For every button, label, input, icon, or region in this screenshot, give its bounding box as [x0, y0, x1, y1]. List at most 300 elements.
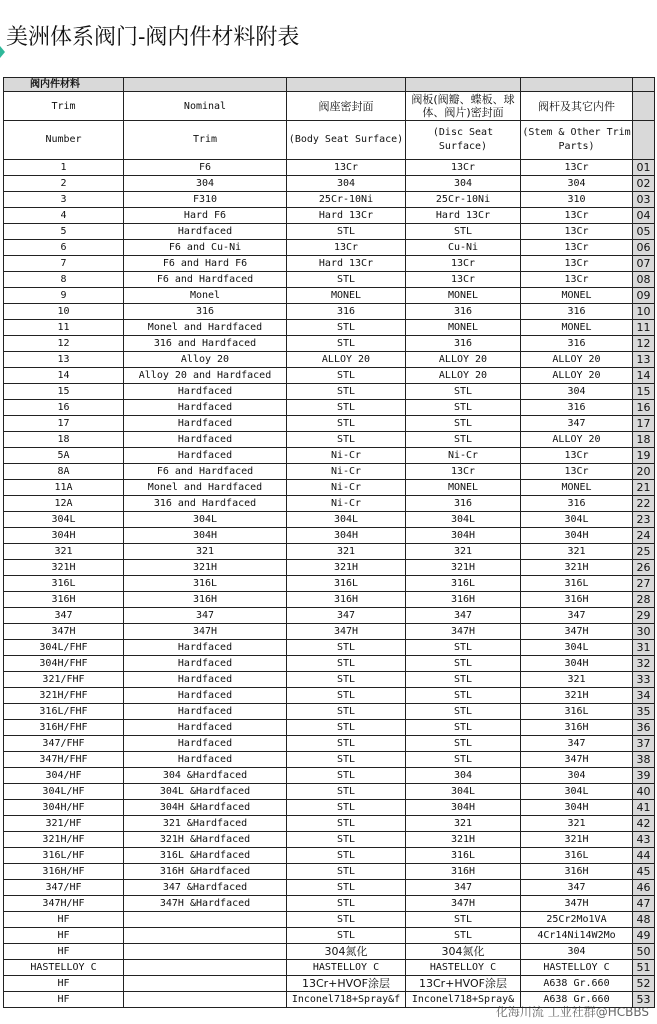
cell-stem-parts: 304 [521, 384, 633, 400]
cell-nominal-trim: Hardfaced [124, 688, 287, 704]
cell-disc-seat: 304L [406, 784, 521, 800]
cell-body-seat: 25Cr-10Ni [287, 192, 406, 208]
cell-disc-seat: 13Cr [406, 160, 521, 176]
cell-code: 16 [633, 400, 655, 416]
cell-disc-seat: STL [406, 400, 521, 416]
band-label: 阀内件材料 [4, 78, 124, 92]
cell-nominal-trim: 304H &Hardfaced [124, 800, 287, 816]
cell-body-seat: Ni-Cr [287, 480, 406, 496]
cell-trim-number: 12 [4, 336, 124, 352]
cell-disc-seat: 347 [406, 608, 521, 624]
cell-body-seat: STL [287, 816, 406, 832]
cell-trim-number: 14 [4, 368, 124, 384]
cell-stem-parts: 304L [521, 640, 633, 656]
cell-disc-seat: 304 [406, 176, 521, 192]
header-row-top [4, 92, 655, 121]
cell-code: 22 [633, 496, 655, 512]
cell-nominal-trim: Hardfaced [124, 448, 287, 464]
cell-trim-number: 304L [4, 512, 124, 528]
cell-body-seat: 321H [287, 560, 406, 576]
cell-trim-number: 347H/FHF [4, 752, 124, 768]
cell-body-seat: STL [287, 864, 406, 880]
cell-body-seat: 316H [287, 592, 406, 608]
cell-disc-seat: Inconel718+Spray& [406, 992, 521, 1008]
cell-trim-number: 304H [4, 528, 124, 544]
table-row [4, 288, 655, 304]
cell-stem-parts: A638 Gr.660 [521, 976, 633, 992]
header-trim: Trim [4, 92, 124, 121]
cell-disc-seat: 304H [406, 800, 521, 816]
cell-nominal-trim: 347H [124, 624, 287, 640]
cell-trim-number: 1 [4, 160, 124, 176]
table-row [4, 928, 655, 944]
header-code-cell-2 [633, 121, 655, 160]
table-row [4, 752, 655, 768]
cell-nominal-trim: 316 [124, 304, 287, 320]
cell-stem-parts: MONEL [521, 480, 633, 496]
cell-stem-parts: 13Cr [521, 240, 633, 256]
cell-trim-number: 3 [4, 192, 124, 208]
cell-disc-seat: 321 [406, 544, 521, 560]
cell-stem-parts: 347H [521, 624, 633, 640]
table-row [4, 560, 655, 576]
cell-stem-parts: 321H [521, 688, 633, 704]
cell-nominal-trim: F6 and Hardfaced [124, 464, 287, 480]
cell-body-seat: 304氮化 [287, 944, 406, 960]
cell-nominal-trim: Hardfaced [124, 720, 287, 736]
table-row [4, 944, 655, 960]
cell-code: 41 [633, 800, 655, 816]
cell-disc-seat: 321H [406, 832, 521, 848]
cell-code: 30 [633, 624, 655, 640]
cell-stem-parts: 13Cr [521, 272, 633, 288]
cell-trim-number: 304/HF [4, 768, 124, 784]
cell-trim-number: HF [4, 928, 124, 944]
cell-body-seat: ALLOY 20 [287, 352, 406, 368]
page-title: 美洲体系阀门-阀内件材料附表 [6, 25, 300, 50]
cell-code: 07 [633, 256, 655, 272]
table-row [4, 400, 655, 416]
cell-nominal-trim: Alloy 20 [124, 352, 287, 368]
cell-body-seat: Hard 13Cr [287, 208, 406, 224]
table-row [4, 240, 655, 256]
cell-trim-number: 15 [4, 384, 124, 400]
cell-stem-parts: 321 [521, 816, 633, 832]
table-row [4, 656, 655, 672]
cell-stem-parts: ALLOY 20 [521, 368, 633, 384]
table-row [4, 320, 655, 336]
cell-code: 52 [633, 976, 655, 992]
cell-nominal-trim: 316L [124, 576, 287, 592]
cell-trim-number: 347H [4, 624, 124, 640]
cell-code: 25 [633, 544, 655, 560]
cell-code: 51 [633, 960, 655, 976]
cell-code: 46 [633, 880, 655, 896]
cell-stem-parts: 304H [521, 800, 633, 816]
table-row [4, 704, 655, 720]
cell-trim-number: 321H [4, 560, 124, 576]
cell-code: 39 [633, 768, 655, 784]
cell-code: 05 [633, 224, 655, 240]
table-row [4, 304, 655, 320]
cell-code: 14 [633, 368, 655, 384]
table-row [4, 352, 655, 368]
cell-nominal-trim: 304L [124, 512, 287, 528]
cell-stem-parts: 316 [521, 400, 633, 416]
cell-stem-parts: 321 [521, 544, 633, 560]
cell-body-seat: 13Cr [287, 160, 406, 176]
cell-body-seat: STL [287, 848, 406, 864]
cell-nominal-trim: 347 [124, 608, 287, 624]
cell-stem-parts: 304 [521, 944, 633, 960]
cell-body-seat: STL [287, 880, 406, 896]
cell-body-seat: Inconel718+Spray&f [287, 992, 406, 1008]
cell-body-seat: STL [287, 704, 406, 720]
cell-code: 26 [633, 560, 655, 576]
cell-body-seat: STL [287, 688, 406, 704]
cell-code: 04 [633, 208, 655, 224]
cell-stem-parts: 13Cr [521, 224, 633, 240]
table-row [4, 448, 655, 464]
cell-nominal-trim: Hardfaced [124, 416, 287, 432]
table-row [4, 432, 655, 448]
cell-trim-number: 6 [4, 240, 124, 256]
cell-trim-number: 316L/FHF [4, 704, 124, 720]
cell-trim-number: 5 [4, 224, 124, 240]
table-row [4, 880, 655, 896]
cell-nominal-trim: 316 and Hardfaced [124, 496, 287, 512]
cell-body-seat: STL [287, 784, 406, 800]
cell-trim-number: 316H [4, 592, 124, 608]
cell-body-seat: STL [287, 672, 406, 688]
cell-stem-parts: 4Cr14Ni14W2Mo [521, 928, 633, 944]
header-row-bottom [4, 121, 655, 160]
cell-disc-seat: 304氮化 [406, 944, 521, 960]
table-row [4, 192, 655, 208]
cell-body-seat: STL [287, 928, 406, 944]
cell-code: 08 [633, 272, 655, 288]
cell-disc-seat: 316 [406, 496, 521, 512]
cell-nominal-trim: 304H [124, 528, 287, 544]
cell-body-seat: STL [287, 400, 406, 416]
cell-nominal-trim: Monel [124, 288, 287, 304]
cell-nominal-trim: Monel and Hardfaced [124, 480, 287, 496]
cell-code: 11 [633, 320, 655, 336]
cell-trim-number: 8 [4, 272, 124, 288]
cell-body-seat: STL [287, 416, 406, 432]
cell-stem-parts: 316 [521, 304, 633, 320]
cell-disc-seat: STL [406, 672, 521, 688]
cell-disc-seat: Ni-Cr [406, 448, 521, 464]
cell-nominal-trim: F310 [124, 192, 287, 208]
cell-nominal-trim [124, 992, 287, 1008]
cell-disc-seat: 316L [406, 848, 521, 864]
cell-code: 01 [633, 160, 655, 176]
table-row [4, 272, 655, 288]
table-row [4, 336, 655, 352]
cell-trim-number: 13 [4, 352, 124, 368]
cell-code: 48 [633, 912, 655, 928]
cell-trim-number: 347H/HF [4, 896, 124, 912]
cell-body-seat: STL [287, 768, 406, 784]
cell-stem-parts: 13Cr [521, 256, 633, 272]
cell-code: 15 [633, 384, 655, 400]
cell-trim-number: 321 [4, 544, 124, 560]
cell-disc-seat: STL [406, 416, 521, 432]
cell-code: 27 [633, 576, 655, 592]
table-row [4, 624, 655, 640]
cell-trim-number: 11A [4, 480, 124, 496]
table-row [4, 544, 655, 560]
table-body [4, 160, 655, 1008]
cell-stem-parts: 304H [521, 656, 633, 672]
cell-body-seat: 304H [287, 528, 406, 544]
table-row [4, 416, 655, 432]
cell-stem-parts: 304 [521, 768, 633, 784]
cell-code: 36 [633, 720, 655, 736]
header-stem-en: (Stem & Other Trim Parts) [521, 121, 633, 160]
cell-disc-seat: Cu-Ni [406, 240, 521, 256]
cell-stem-parts: 13Cr [521, 448, 633, 464]
cell-nominal-trim: 304 [124, 176, 287, 192]
cell-disc-seat: MONEL [406, 480, 521, 496]
cell-body-seat: MONEL [287, 288, 406, 304]
cell-code: 10 [633, 304, 655, 320]
table-row [4, 784, 655, 800]
cell-code: 42 [633, 816, 655, 832]
cell-trim-number: 11 [4, 320, 124, 336]
cell-body-seat: 316L [287, 576, 406, 592]
cell-stem-parts: HASTELLOY C [521, 960, 633, 976]
cell-nominal-trim: Hardfaced [124, 384, 287, 400]
cell-disc-seat: STL [406, 432, 521, 448]
cell-trim-number: 16 [4, 400, 124, 416]
cell-code: 47 [633, 896, 655, 912]
cell-disc-seat: 304H [406, 528, 521, 544]
cell-body-seat: STL [287, 368, 406, 384]
cell-disc-seat: 13Cr [406, 464, 521, 480]
cell-code: 02 [633, 176, 655, 192]
cell-stem-parts: 321H [521, 560, 633, 576]
cell-body-seat: STL [287, 272, 406, 288]
cell-stem-parts: 316L [521, 848, 633, 864]
cell-disc-seat: STL [406, 224, 521, 240]
header-code-cell [633, 92, 655, 121]
cell-nominal-trim [124, 912, 287, 928]
cell-body-seat: STL [287, 432, 406, 448]
cell-nominal-trim: Hardfaced [124, 736, 287, 752]
cell-trim-number: 321H/HF [4, 832, 124, 848]
table-row [4, 176, 655, 192]
cell-code: 28 [633, 592, 655, 608]
cell-disc-seat: STL [406, 640, 521, 656]
cell-stem-parts: ALLOY 20 [521, 432, 633, 448]
cell-nominal-trim: Hardfaced [124, 656, 287, 672]
table-row [4, 896, 655, 912]
table-row [4, 688, 655, 704]
cell-disc-seat: STL [406, 912, 521, 928]
cell-disc-seat: STL [406, 384, 521, 400]
cell-code: 20 [633, 464, 655, 480]
cell-code: 32 [633, 656, 655, 672]
cell-trim-number: 2 [4, 176, 124, 192]
watermark: 化海川流 工业社群@HCBBS [495, 1005, 649, 1019]
cell-stem-parts: 304L [521, 784, 633, 800]
cell-stem-parts: 13Cr [521, 208, 633, 224]
header-body-seat-cn: 阀座密封面 [287, 92, 406, 121]
table-row [4, 672, 655, 688]
trim-material-table [3, 77, 655, 1008]
cell-nominal-trim: 321H &Hardfaced [124, 832, 287, 848]
cell-nominal-trim: Alloy 20 and Hardfaced [124, 368, 287, 384]
cell-body-seat: STL [287, 224, 406, 240]
cell-disc-seat: STL [406, 736, 521, 752]
table-row [4, 464, 655, 480]
cell-stem-parts: 13Cr [521, 464, 633, 480]
cell-code: 19 [633, 448, 655, 464]
cell-nominal-trim: F6 and Cu-Ni [124, 240, 287, 256]
cell-code: 21 [633, 480, 655, 496]
cell-body-seat: STL [287, 832, 406, 848]
cell-nominal-trim: Hard F6 [124, 208, 287, 224]
cell-trim-number: 17 [4, 416, 124, 432]
cell-nominal-trim: 321 [124, 544, 287, 560]
cell-disc-seat: HASTELLOY C [406, 960, 521, 976]
corner-marker-icon [0, 46, 5, 58]
cell-code: 37 [633, 736, 655, 752]
cell-stem-parts: 316H [521, 864, 633, 880]
cell-disc-seat: 316 [406, 336, 521, 352]
cell-trim-number: 321/FHF [4, 672, 124, 688]
table-row [4, 160, 655, 176]
cell-disc-seat: STL [406, 752, 521, 768]
cell-body-seat: 13Cr [287, 240, 406, 256]
cell-stem-parts: 347 [521, 416, 633, 432]
cell-trim-number: HASTELLOY C [4, 960, 124, 976]
cell-nominal-trim: Hardfaced [124, 672, 287, 688]
table-row [4, 224, 655, 240]
cell-stem-parts: 316L [521, 576, 633, 592]
cell-disc-seat: ALLOY 20 [406, 352, 521, 368]
cell-trim-number: 304L/HF [4, 784, 124, 800]
cell-stem-parts: 316L [521, 704, 633, 720]
cell-nominal-trim: Monel and Hardfaced [124, 320, 287, 336]
cell-body-seat: 304L [287, 512, 406, 528]
cell-trim-number: 8A [4, 464, 124, 480]
cell-body-seat: STL [287, 752, 406, 768]
table-row [4, 368, 655, 384]
table-row [4, 512, 655, 528]
cell-body-seat: 304 [287, 176, 406, 192]
header-stem-cn: 阀杆及其它内件 [521, 92, 633, 121]
cell-disc-seat: 304L [406, 512, 521, 528]
cell-nominal-trim: 316L &Hardfaced [124, 848, 287, 864]
header-disc-seat-cn: 阀板(阀瓣、蝶板、球体、阀片)密封面 [406, 92, 521, 121]
table-row [4, 640, 655, 656]
cell-body-seat: Ni-Cr [287, 448, 406, 464]
cell-code: 29 [633, 608, 655, 624]
cell-disc-seat: STL [406, 720, 521, 736]
cell-nominal-trim: 347 &Hardfaced [124, 880, 287, 896]
cell-stem-parts: 321H [521, 832, 633, 848]
table-row [4, 848, 655, 864]
table-band-row [4, 78, 655, 92]
table-row [4, 864, 655, 880]
cell-nominal-trim: 316H [124, 592, 287, 608]
cell-nominal-trim: 304 &Hardfaced [124, 768, 287, 784]
cell-code: 24 [633, 528, 655, 544]
cell-trim-number: 10 [4, 304, 124, 320]
cell-trim-number: 316H/FHF [4, 720, 124, 736]
cell-disc-seat: STL [406, 928, 521, 944]
cell-stem-parts: 316H [521, 592, 633, 608]
cell-code: 43 [633, 832, 655, 848]
table-row [4, 592, 655, 608]
table-row [4, 608, 655, 624]
header-number: Number [4, 121, 124, 160]
table-row [4, 720, 655, 736]
cell-stem-parts: A638 Gr.660 [521, 992, 633, 1008]
cell-body-seat: STL [287, 912, 406, 928]
cell-disc-seat: 316H [406, 592, 521, 608]
cell-body-seat: Hard 13Cr [287, 256, 406, 272]
table-row [4, 960, 655, 976]
cell-code: 45 [633, 864, 655, 880]
cell-nominal-trim: F6 and Hard F6 [124, 256, 287, 272]
cell-trim-number: 304H/FHF [4, 656, 124, 672]
cell-trim-number: 5A [4, 448, 124, 464]
cell-body-seat: STL [287, 720, 406, 736]
cell-body-seat: Ni-Cr [287, 496, 406, 512]
cell-disc-seat: MONEL [406, 320, 521, 336]
header-trim-2: Trim [124, 121, 287, 160]
cell-code: 34 [633, 688, 655, 704]
cell-disc-seat: 316H [406, 864, 521, 880]
cell-body-seat: STL [287, 800, 406, 816]
cell-body-seat: Ni-Cr [287, 464, 406, 480]
cell-nominal-trim [124, 944, 287, 960]
cell-nominal-trim: Hardfaced [124, 640, 287, 656]
cell-trim-number: 304L/FHF [4, 640, 124, 656]
header-disc-seat-en: (Disc Seat Surface) [406, 121, 521, 160]
cell-disc-seat: ALLOY 20 [406, 368, 521, 384]
cell-disc-seat: 321 [406, 816, 521, 832]
cell-nominal-trim: 304L &Hardfaced [124, 784, 287, 800]
cell-body-seat: 321 [287, 544, 406, 560]
cell-body-seat: STL [287, 336, 406, 352]
cell-body-seat: STL [287, 736, 406, 752]
cell-code: 38 [633, 752, 655, 768]
cell-body-seat: STL [287, 640, 406, 656]
cell-disc-seat: MONEL [406, 288, 521, 304]
cell-stem-parts: 304L [521, 512, 633, 528]
cell-code: 17 [633, 416, 655, 432]
cell-stem-parts: 347 [521, 736, 633, 752]
cell-disc-seat: 25Cr-10Ni [406, 192, 521, 208]
cell-stem-parts: 347 [521, 880, 633, 896]
cell-disc-seat: 304 [406, 768, 521, 784]
cell-code: 12 [633, 336, 655, 352]
cell-disc-seat: 347 [406, 880, 521, 896]
cell-body-seat: 347H [287, 624, 406, 640]
cell-disc-seat: 13Cr [406, 272, 521, 288]
cell-nominal-trim: Hardfaced [124, 432, 287, 448]
cell-trim-number: HF [4, 912, 124, 928]
cell-trim-number: 321H/FHF [4, 688, 124, 704]
cell-stem-parts: 316 [521, 336, 633, 352]
cell-code: 33 [633, 672, 655, 688]
cell-code: 40 [633, 784, 655, 800]
